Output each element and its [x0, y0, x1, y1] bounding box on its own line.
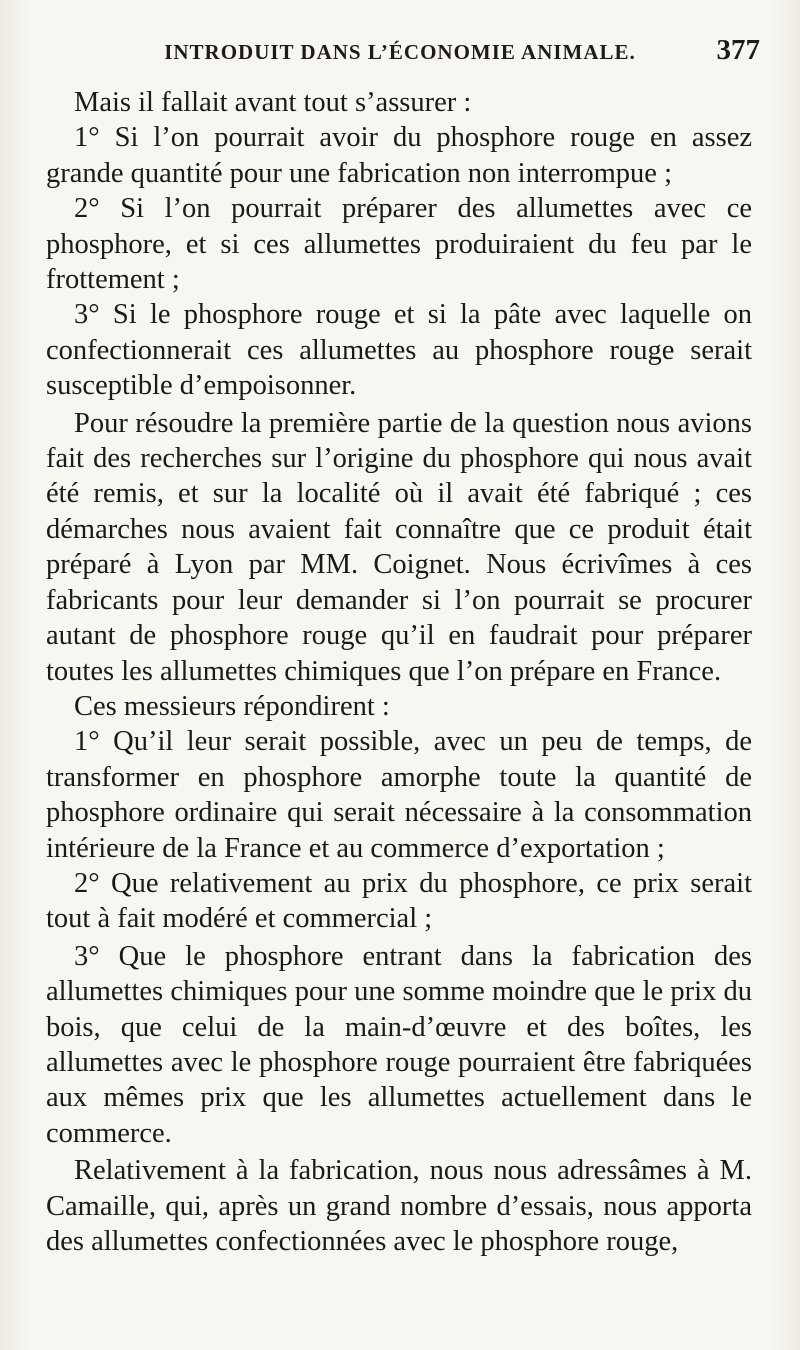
paragraph-point-2: 2° Si l’on pourrait préparer des allumettes avec ce phosphore, et si ces allumettes produiraient du feu par le frottement ;: [46, 193, 752, 296]
page-header: [40, 34, 760, 78]
paragraph-fabrication: Relativement à la fabrication, nous nous adressâmes à M. Camaille, qui, après un grand nombre d’essais, nous apporta des allumettes confectionnées avec le phosphore rouge,: [46, 1155, 752, 1257]
paragraph-reply-1: 1° Qu’il leur serait possible, avec un peu de temps, de transformer en phosphore amorphe toute la quantité de phosphore ordinaire qui serait nécessaire à la consommation intérieure de la France et au commerce d’exportation ;: [46, 726, 752, 864]
paragraph-research: Pour résoudre la première partie de la question nous avions fait des recherches sur l’origine du phosphore qui nous avait été remis, et sur la localité où il avait été fabriqué ; ces démarches nous avaient fait connaître que ce produit était préparé à Lyon par MM. Coignet. Nous écrivîmes à ces fabricants pour leur demander si l’on pourrait se procurer autant de phosphore rouge qu’il en faudrait pour préparer toutes les allumettes chimiques que l’on prépare en France.: [46, 407, 752, 687]
paragraph-reply-intro: Ces messieurs répondirent :: [74, 690, 390, 722]
page-number: 377: [716, 34, 760, 66]
paragraph-point-3: 3° Si le phosphore rouge et si la pâte avec laquelle on confectionnerait ces allumettes au phosphore rouge serait susceptible d’empoisonner.: [46, 299, 752, 402]
paragraph-intro: Mais il fallait avant tout s’assurer :: [74, 87, 472, 118]
paragraph-reply-3: 3° Que le phosphore entrant dans la fabrication des allumettes chimiques pour une somme moindre que le prix du bois, que celui de la main-d’œuvre et des boîtes, les allumettes avec le phosphore rouge pourraient être fabriquées aux mêmes prix que les allumettes actuellement dans le commerce.: [46, 940, 752, 1149]
paragraph-point-1: 1° Si l’on pourrait avoir du phosphore rouge en assez grande quantité pour une fabrication non interrompue ;: [46, 122, 752, 189]
running-head: INTRODUIT DANS L’ÉCONOMIE ANIMALE.: [164, 40, 636, 64]
body-text: [46, 85, 752, 1259]
paragraph-reply-2: 2° Que relativement au prix du phosphore, ce prix serait tout à fait modéré et commercial ;: [46, 867, 752, 935]
